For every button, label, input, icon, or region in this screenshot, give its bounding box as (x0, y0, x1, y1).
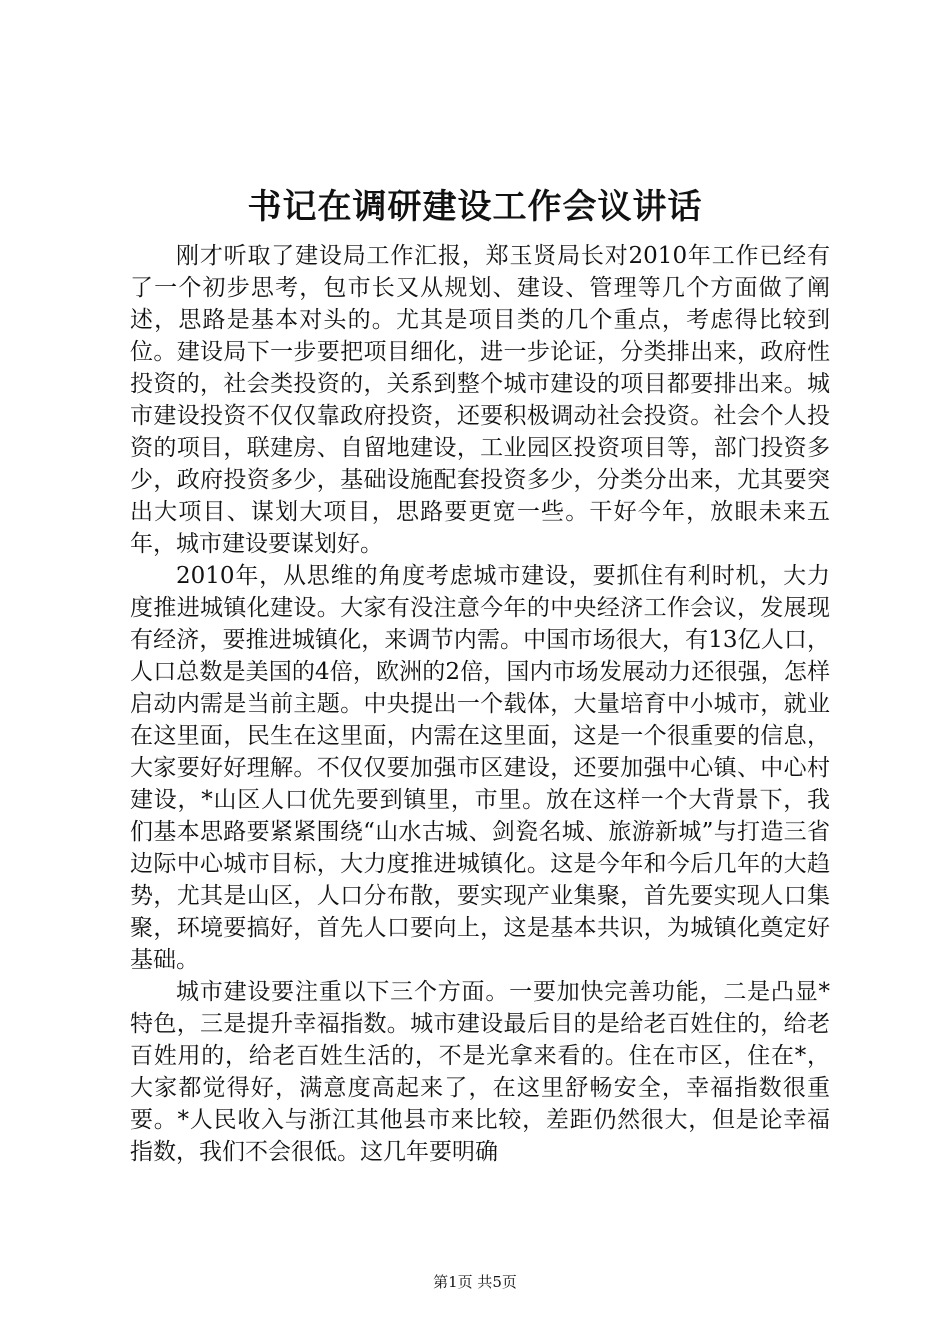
paragraph-1: 刚才听取了建设局工作汇报，郑玉贤局长对2010年工作已经有了一个初步思考，包市长又从规划、建设、管理等几个方面做了阐述，思路是基本对头的。尤其是项目类的几个重点，考虑得比较到位。建设局下一步要把项目细化，进一步论证，分类排出来，政府性投资的，社会类投资的，关系到整个城市建设的项目都要排出来。城市建设投资不仅仅靠政府投资，还要积极调动社会投资。社会个人投资的项目，联建房、自留地建设，工业园区投资项目等，部门投资多少，政府投资多少，基础设施配套投资多少，分类分出来，尤其要突出大项目、谋划大项目，思路要更宽一些。干好今年，放眼未来五年，城市建设要谋划好。 (130, 243, 830, 557)
document-body (130, 240, 830, 1168)
document-title: 书记在调研建设工作会议讲话 (247, 187, 703, 227)
paragraph-3: 城市建设要注重以下三个方面。一要加快完善功能，二是凸显*特色，三是提升幸福指数。城市建设最后目的是给老百姓住的，给老百姓用的，给老百姓生活的，不是光拿来看的。住在市区，住在*，大家都觉得好，满意度高起来了，在这里舒畅安全，幸福指数很重要。*人民收入与浙江其他县市来比较，差距仍然很大，但是论幸福指数，我们不会很低。这几年要明确 (130, 979, 830, 1165)
paragraph-2: 2010年，从思维的角度考虑城市建设，要抓住有利时机，大力度推进城镇化建设。大家有没注意今年的中央经济工作会议，发展现有经济，要推进城镇化，来调节内需。中国市场很大，有13亿人口，人口总数是美国的4倍，欧洲的2倍，国内市场发展动力还很强，怎样启动内需是当前主题。中央提出一个载体，大量培育中小城市，就业在这里面，民生在这里面，内需在这里面，这是一个很重要的信息，大家要好好理解。不仅仅要加强市区建设，还要加强中心镇、中心村建设，*山区人口优先要到镇里，市里。放在这样一个大背景下，我们基本思路要紧紧围绕“山水古城、剑瓷名城、旅游新城”与打造三省边际中心城市目标，大力度推进城镇化。这是今年和今后几年的大趋势，尤其是山区，人口分布散，要实现产业集聚，首先要实现人口集聚，环境要搞好，首先人口要向上，这是基本共识，为城镇化奠定好基础。 (130, 563, 830, 973)
page-footer: 第1页 共5页 (433, 1273, 517, 1291)
